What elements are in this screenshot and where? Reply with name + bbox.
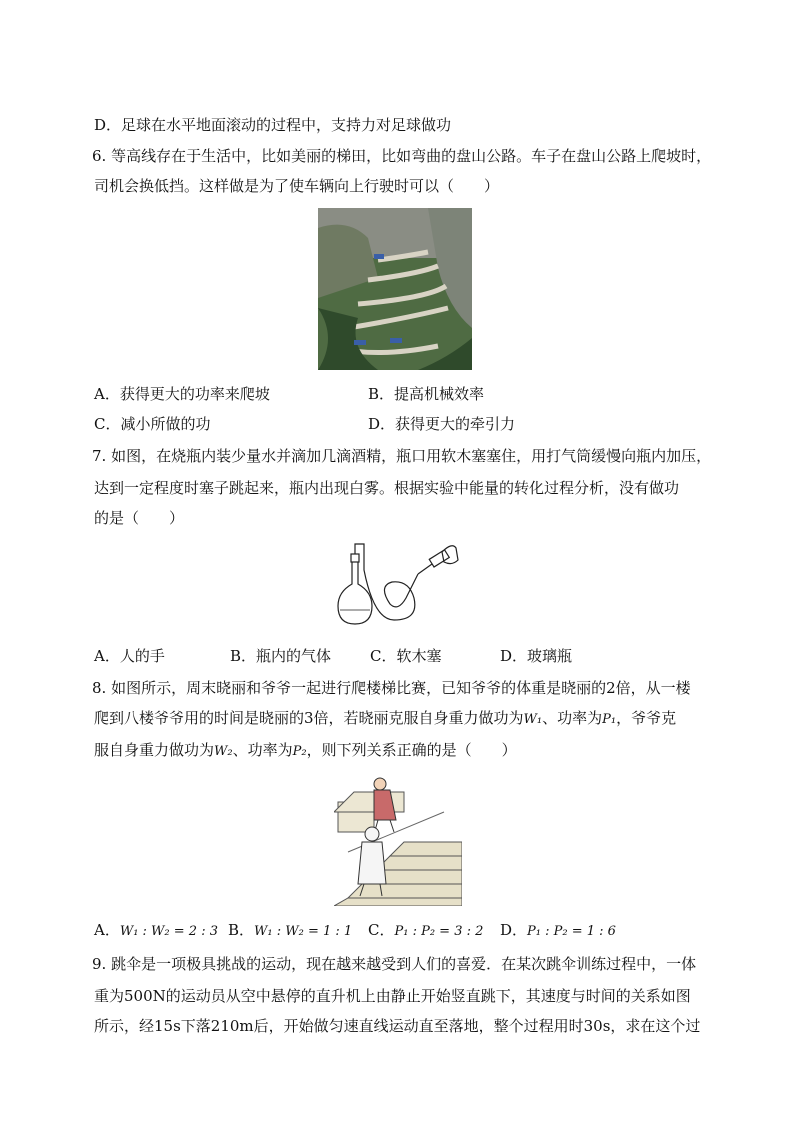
stair-climbing-illustration [334, 772, 462, 906]
q8-stem-line-1: 8. 如图所示，周末晓丽和爷爷一起进行爬楼梯比赛，已知爷爷的体重是晓丽的2倍，从一楼 [92, 679, 691, 697]
q7-option-a: A．人的手 [94, 647, 165, 665]
q7-option-b: B．瓶内的气体 [230, 647, 332, 665]
q5-option-d: D．足球在水平地面滚动的过程中，支持力对足球做功 [94, 116, 452, 134]
q8-option-c: C．P₁ : P₂ = 3 : 2 [368, 921, 484, 939]
q6-stem-line-1: 6. 等高线存在于生活中，比如美丽的梯田，比如弯曲的盘山公路。车子在盘山公路上爬坡时， [92, 147, 712, 165]
q7-stem-line-2: 达到一定程度时塞子跳起来，瓶内出现白雾。根据实验中能量的转化过程分析，没有做功 [94, 479, 680, 497]
q6-option-d: D．获得更大的牵引力 [368, 415, 516, 433]
symbol-w1: W₁ [523, 712, 543, 727]
q8-option-b-expr: W₁ : W₂ = 1 : 1 [254, 924, 353, 939]
q6-option-a: A．获得更大的功率来爬坡 [94, 385, 270, 403]
q7-option-c: C．软木塞 [370, 647, 442, 665]
flask-pump-illustration [334, 540, 460, 628]
mountain-road-photo [318, 208, 472, 370]
q8-option-a-expr: W₁ : W₂ = 2 : 3 [119, 924, 218, 939]
q7-stem-line-3: 的是（ ） [94, 509, 185, 527]
q6-option-b: B．提高机械效率 [368, 385, 485, 403]
q9-stem-line-2: 重为500N的运动员从空中悬停的直升机上由静止开始竖直跳下，其速度与时间的关系如图 [94, 987, 691, 1005]
q8-option-c-expr: P₁ : P₂ = 3 : 2 [394, 924, 484, 939]
q6-option-c: C．减小所做的功 [94, 415, 211, 433]
q8-stem-line-2: 爬到八楼爷爷用的时间是晓丽的3倍，若晓丽克服自身重力做功为W₁、功率为P₁，爷爷克 [94, 709, 677, 727]
symbol-p2: P₂ [292, 744, 307, 759]
symbol-w2: W₂ [214, 744, 233, 759]
q7-option-d: D．玻璃瓶 [500, 647, 573, 665]
q9-stem-line-3: 所示，经15s下落210m后，开始做匀速直线运动直至落地，整个过程用时30s，求在这个过 [94, 1017, 701, 1035]
q8-option-d: D．P₁ : P₂ = 1 : 6 [500, 921, 616, 939]
q8-stem-line-3: 服自身重力做功为W₂、功率为P₂，则下列关系正确的是（ ） [94, 741, 517, 759]
q7-stem-line-1: 7. 如图，在烧瓶内装少量水并滴加几滴酒精，瓶口用软木塞塞住，用打气筒缓慢向瓶内加压， [92, 447, 712, 465]
q8-option-b: B．W₁ : W₂ = 1 : 1 [228, 921, 353, 939]
q8-option-d-expr: P₁ : P₂ = 1 : 6 [527, 924, 616, 939]
q8-option-a: A．W₁ : W₂ = 2 : 3 [94, 921, 218, 939]
q9-stem-line-1: 9. 跳伞是一项极具挑战的运动，现在越来越受到人们的喜爱．在某次跳伞训练过程中，一体 [92, 955, 697, 973]
q6-stem-line-2: 司机会换低挡。这样做是为了使车辆向上行驶时可以（ ） [94, 177, 500, 195]
symbol-p1: P₁ [602, 712, 617, 727]
